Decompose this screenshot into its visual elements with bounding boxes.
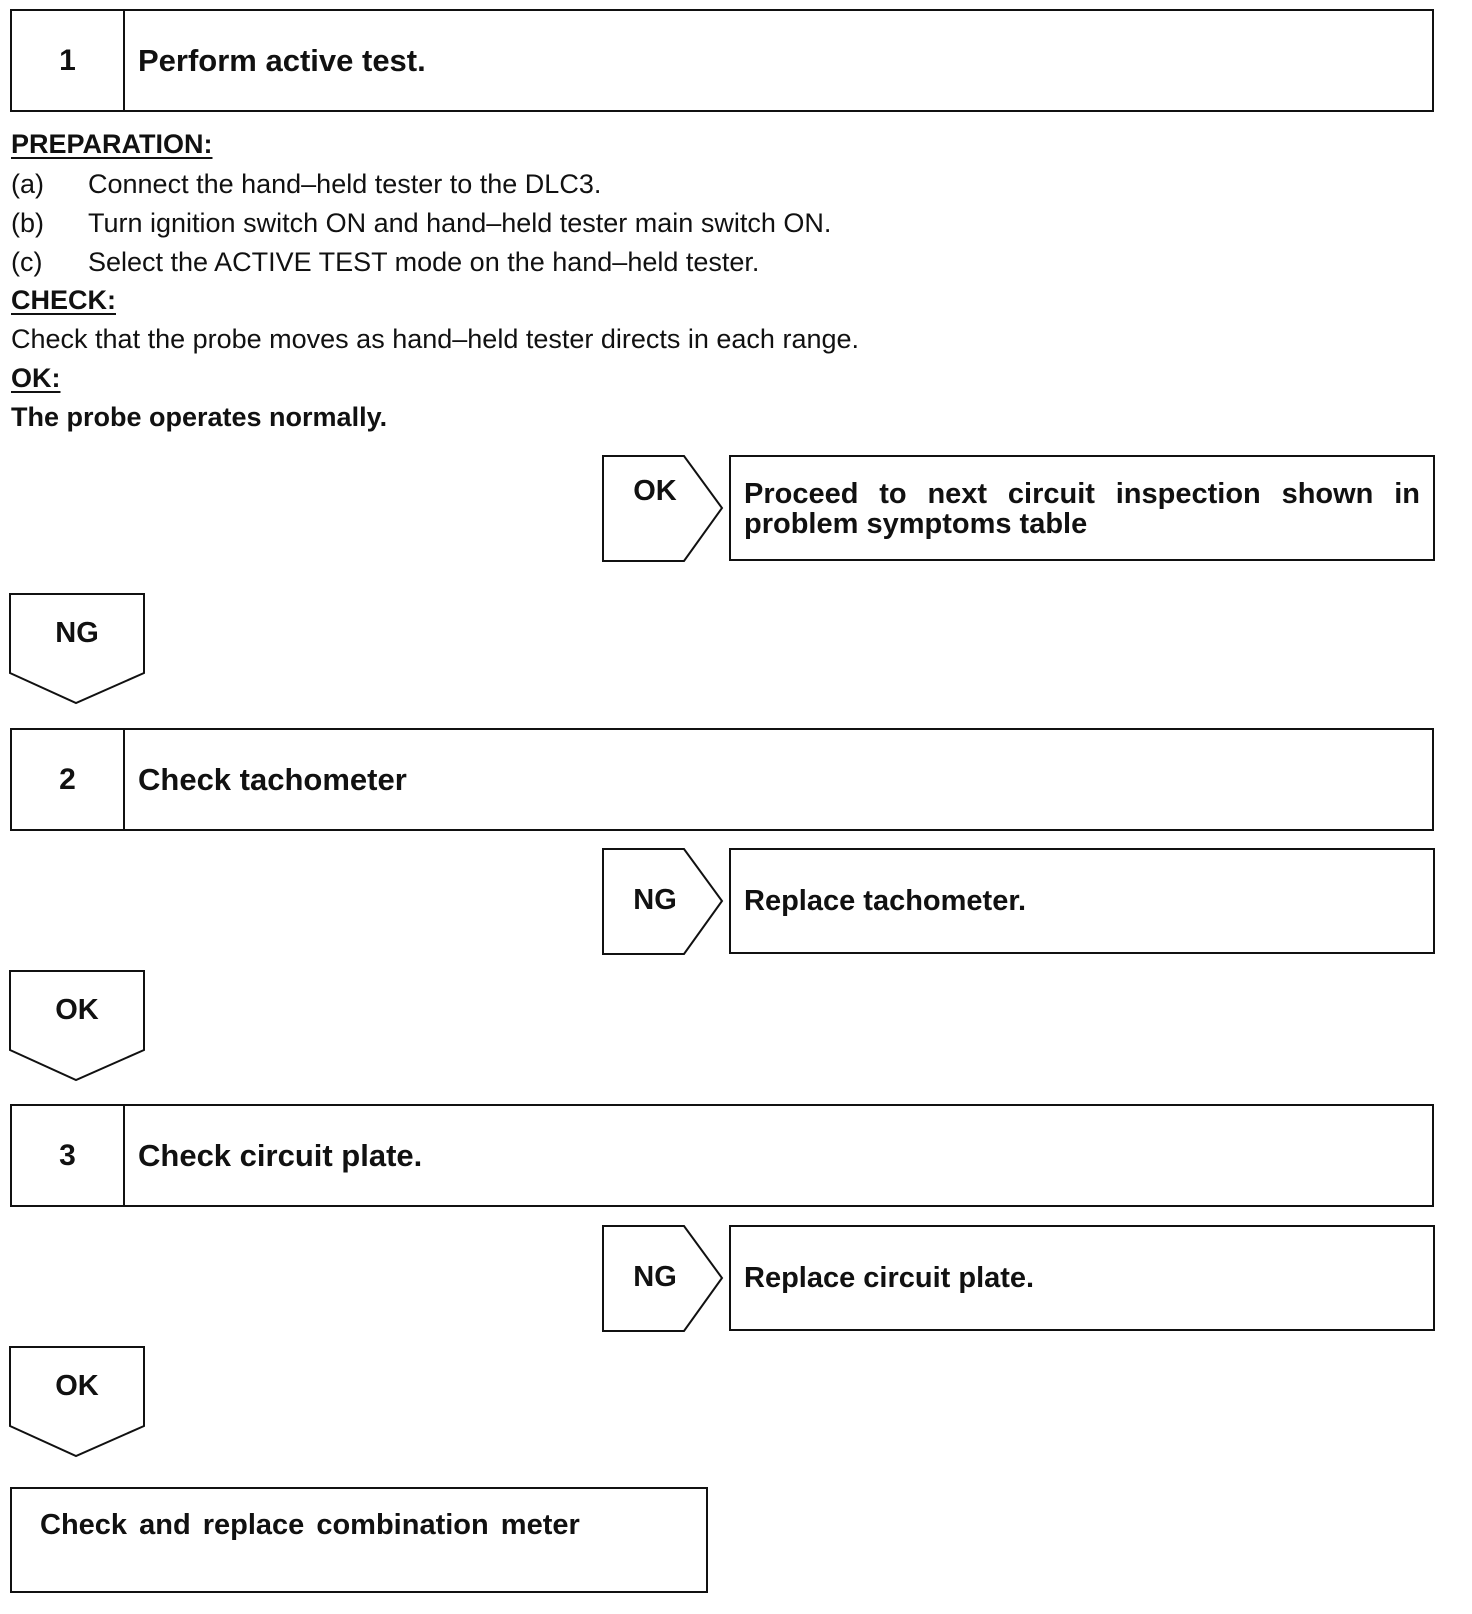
step-number: 3 xyxy=(12,1106,125,1205)
result-text-line: Proceed to next circuit inspection shown in xyxy=(744,478,1420,510)
branch-label: NG xyxy=(633,1261,677,1293)
down-arrow-ok xyxy=(9,970,145,1082)
result-text-line: problem symptoms table xyxy=(744,508,1088,540)
down-label: OK xyxy=(55,1370,99,1402)
step-1-box xyxy=(10,9,1434,112)
final-action-box xyxy=(10,1487,708,1593)
item-label: (a) xyxy=(11,169,44,199)
item-text: Select the ACTIVE TEST mode on the hand–held tester. xyxy=(88,247,760,277)
branch-result-box xyxy=(729,455,1435,561)
ok-heading: OK: xyxy=(11,363,61,393)
final-action-text: Check and replace combination meter xyxy=(40,1509,580,1541)
down-arrow-ng xyxy=(9,593,145,705)
branch-arrow-ng xyxy=(602,1225,724,1332)
right-arrow-icon xyxy=(602,455,724,562)
down-label: NG xyxy=(55,617,99,649)
check-heading: CHECK: xyxy=(11,285,116,315)
item-label: (b) xyxy=(11,208,44,238)
result-text: Replace circuit plate. xyxy=(744,1262,1035,1294)
preparation-item xyxy=(11,207,831,239)
branch-arrow-ok xyxy=(602,455,724,562)
branch-result-box xyxy=(729,848,1435,954)
item-text: Turn ignition switch ON and hand–held tester main switch ON. xyxy=(88,208,832,238)
item-text: Connect the hand–held tester to the DLC3. xyxy=(88,169,602,199)
step-2-box xyxy=(10,728,1434,831)
branch-result-box xyxy=(729,1225,1435,1331)
branch-arrow-ng xyxy=(602,848,724,955)
preparation-item xyxy=(11,246,759,278)
step-number: 2 xyxy=(12,730,125,829)
down-label: OK xyxy=(55,994,99,1026)
step-title: Check tachometer xyxy=(138,761,407,797)
down-arrow-ok xyxy=(9,1346,145,1458)
step-3-box xyxy=(10,1104,1434,1207)
item-label: (c) xyxy=(11,247,43,277)
step-title: Check circuit plate. xyxy=(138,1137,423,1173)
result-text: Replace tachometer. xyxy=(744,885,1027,917)
preparation-heading: PREPARATION: xyxy=(11,129,213,159)
ok-criteria-text: The probe operates normally. xyxy=(11,402,388,432)
step-title: Perform active test. xyxy=(138,42,426,78)
step-number: 1 xyxy=(12,11,125,110)
check-text: Check that the probe moves as hand–held tester directs in each range. xyxy=(11,324,860,354)
branch-label: OK xyxy=(633,475,677,507)
branch-label: NG xyxy=(633,884,677,916)
preparation-item xyxy=(11,168,601,200)
